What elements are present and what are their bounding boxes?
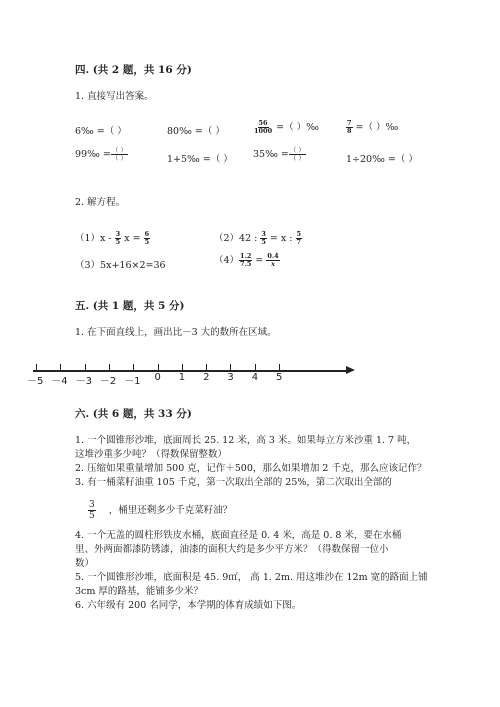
- number-line-label: －3: [75, 376, 92, 387]
- question-text: 里、外两面都漆防锈漆，油漆的面积大约是多少平方米？（得数保留一位小: [75, 544, 389, 555]
- number-line-label: 1: [178, 372, 186, 383]
- answer-item: 6‰ =（ ）: [75, 126, 127, 137]
- fraction: $\frac{56}{1000}$: [254, 119, 273, 135]
- equation: （1）x - $\frac{3}{5}$ x = $\frac{6}{5}$: [75, 230, 150, 246]
- fraction: $\frac{1.2}{7.5}$: [240, 252, 252, 268]
- equation: （2）42 : $\frac{3}{5}$ = x : $\frac{5}{7}$: [214, 230, 302, 246]
- question-text: 5. 一个圆锥形沙堆，底面积是 45. 9㎡， 高 1. 2m. 用这堆沙在 12m 宽的路面上铺: [75, 572, 428, 583]
- arrow-icon: [346, 366, 355, 374]
- fraction: $\frac{( )}{( )}$: [111, 146, 127, 162]
- question-1-label: 1. 直接写出答案。: [75, 91, 154, 102]
- number-line-label: 3: [227, 372, 234, 383]
- question-text: 数）: [75, 558, 95, 569]
- section-6-heading: 六. (共 6 题，共 33 分): [75, 408, 192, 420]
- number-line-tick: [230, 364, 231, 371]
- question-text: 这堆沙重多少吨？（得数保留整数）: [75, 449, 228, 460]
- number-line-label: 2: [203, 372, 210, 383]
- question-text: 2. 压缩如果重量增加 500 克，记作＋500，那么如果增加 2 千克，那么应该记作？: [75, 463, 427, 474]
- fraction: $\frac{3}{5}$: [261, 230, 266, 246]
- section-4-heading: 四. (共 2 题，共 16 分): [75, 64, 192, 76]
- answer-item: $\frac{7}{8}$ =（ ）‰: [347, 119, 399, 135]
- answer-item: 35‰ = $\frac{( )}{( )}$: [253, 146, 305, 162]
- question-text: 3cm 厚的路基，能铺多少米？: [75, 586, 203, 597]
- answer-item: 80‰ =（ ）: [167, 126, 225, 137]
- question-text: 3. 有一桶菜籽油重 105 千克，第一次取出全部的 25%，第二次取出全部的: [75, 477, 392, 488]
- question-text: 1. 在下面直线上，画出比－3 大的数所在区域。: [75, 327, 277, 338]
- answer-item: 99‰ = $\frac{( )}{( )}$: [75, 146, 127, 162]
- number-line-tick: [85, 364, 86, 371]
- question-2-label: 2. 解方程。: [75, 197, 126, 208]
- number-line-tick: [255, 364, 256, 371]
- equation: （3）5x+16×2=36: [75, 260, 166, 271]
- number-line-tick: [133, 364, 134, 371]
- number-line-label: －5: [27, 376, 44, 387]
- number-line-tick: [206, 364, 207, 371]
- number-line-label: 4: [251, 372, 259, 383]
- number-line-tick: [158, 364, 159, 371]
- question-text: 1. 一个圆锥形沙堆，底面周长 25. 12 米，高 3 米。如果每立方米沙重 1. 7 吨，: [75, 435, 417, 446]
- fraction: $\frac{6}{5}$: [144, 230, 150, 246]
- number-line-label: －4: [51, 376, 68, 387]
- question-text: 4. 一个无盖的圆柱形铁皮水桶，底面直径是 0. 4 米，高是 0. 8 米，要在水桶: [75, 530, 402, 541]
- fraction: $\frac{0.4}{x}$: [267, 252, 279, 268]
- number-line-tick: [279, 364, 280, 371]
- fraction: $\frac{( )}{( )}$: [289, 146, 305, 162]
- answer-item: $\frac{56}{1000}$ =（ ）‰: [254, 119, 319, 135]
- number-line-label: 0: [154, 372, 161, 383]
- fraction: $\frac{3}{5}$: [115, 230, 121, 246]
- section-5-heading: 五. (共 1 题，共 5 分): [75, 300, 185, 312]
- number-line-label: 5: [276, 372, 283, 383]
- answer-item: 1÷20‰ =（ ）: [346, 154, 418, 165]
- fraction: $\frac{3}{5}$: [89, 500, 95, 521]
- number-line-tick: [109, 364, 110, 371]
- answer-item: 1+5‰ =（ ）: [167, 154, 233, 165]
- fraction: $\frac{7}{8}$: [347, 119, 352, 135]
- number-line-label: －1: [124, 376, 141, 387]
- number-line-tick: [60, 364, 61, 371]
- question-text: $\frac{3}{5}$ ，桶里还剩多少千克菜籽油？: [89, 500, 233, 521]
- number-line-tick: [36, 364, 37, 371]
- question-text: 6. 六年级有 200 名同学，本学期的体育成绩如下图。: [75, 600, 302, 611]
- equation: （4） $\frac{1.2}{7.5}$ = $\frac{0.4}{x}$: [214, 252, 279, 268]
- fraction: $\frac{5}{7}$: [296, 230, 302, 246]
- number-line-label: －2: [99, 376, 117, 387]
- number-line-tick: [182, 364, 183, 371]
